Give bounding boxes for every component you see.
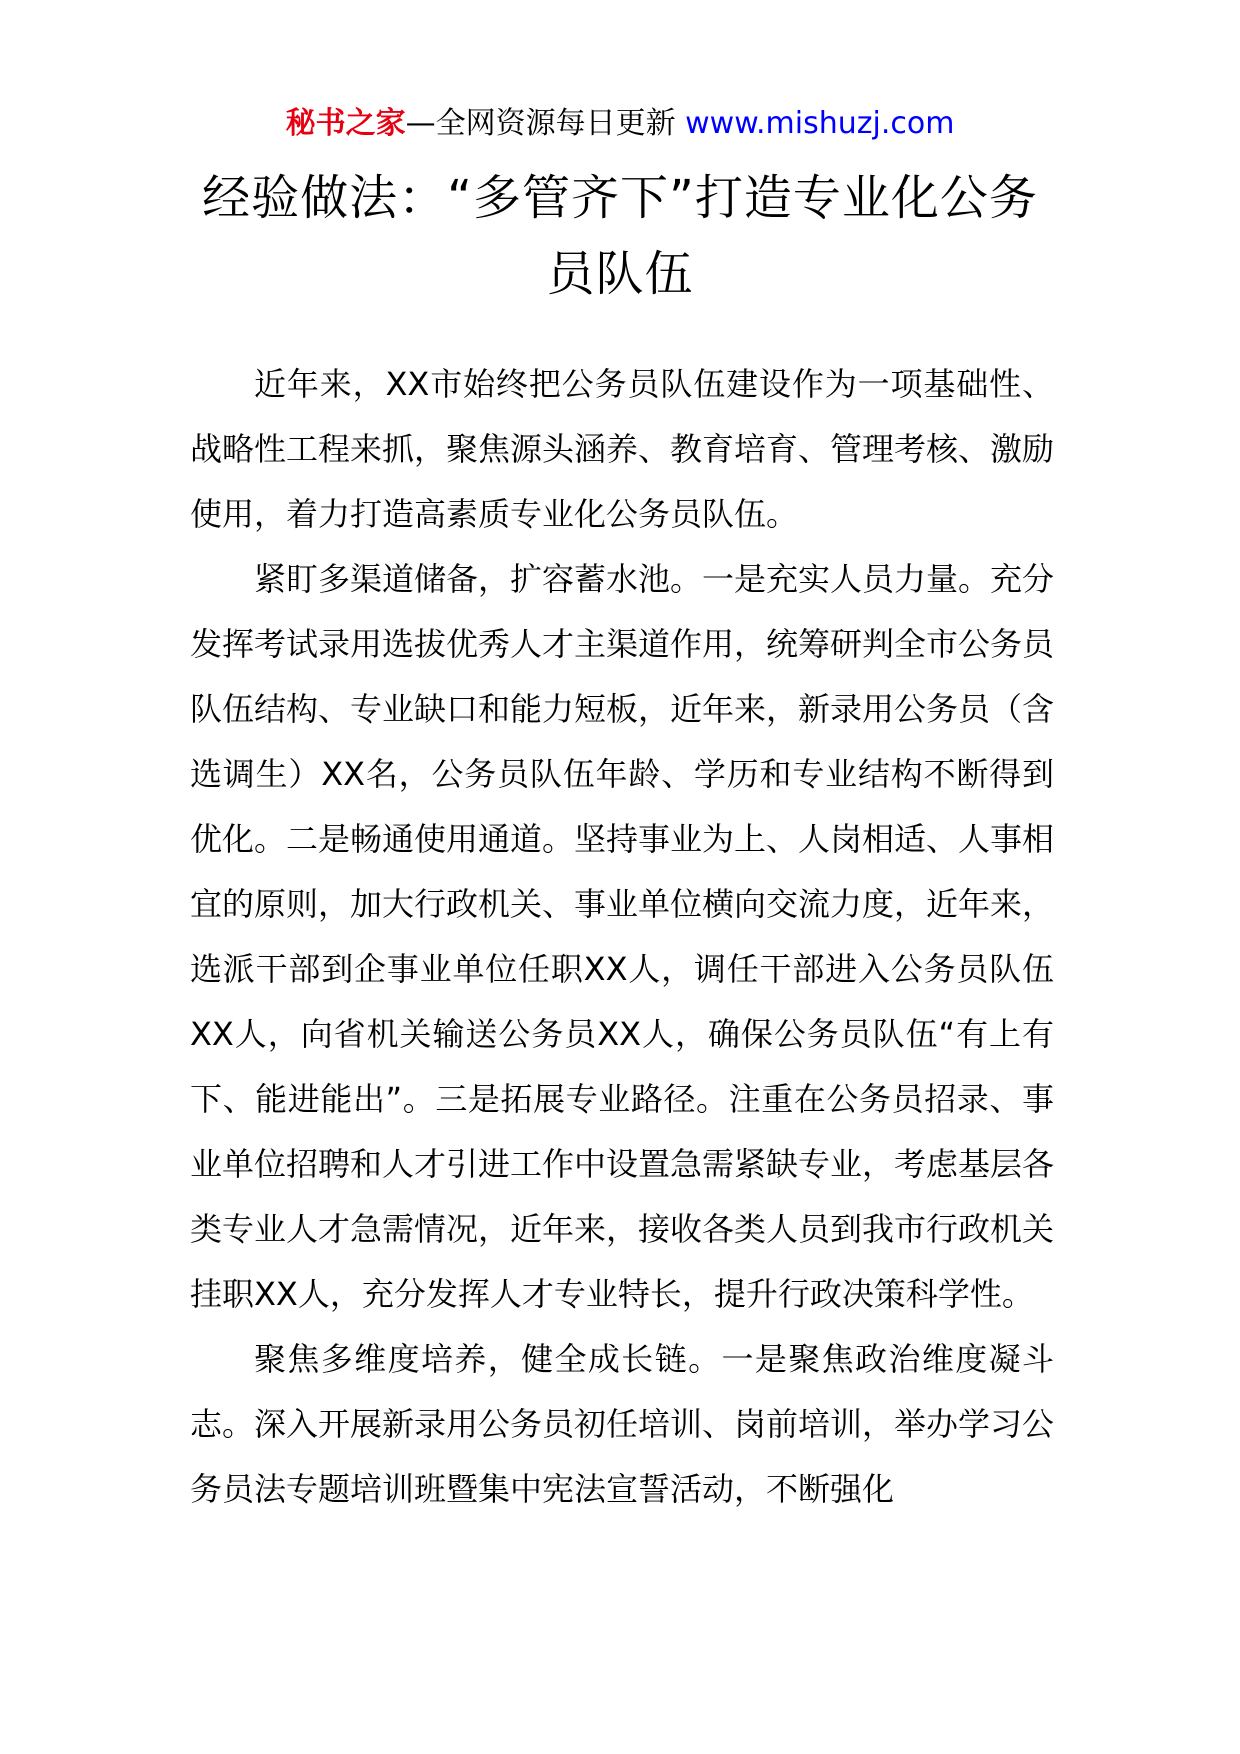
site-tagline: —全网资源每日更新: [405, 106, 686, 141]
site-url: www.mishuzj.com: [685, 106, 955, 141]
document-body: [190, 352, 1054, 1522]
body-paragraph: 聚焦多维度培养，健全成长链。一是聚焦政治维度凝斗志。深入开展新录用公务员初任培训、岗前培训，举办学习公务员法专题培训班暨集中宪法宣誓活动，不断强化: [190, 1340, 1055, 1508]
body-paragraph: 紧盯多渠道储备，扩容蓄水池。一是充实人员力量。充分发挥考试录用选拔优秀人才主渠道作用，统筹研判全市公务员队伍结构、专业缺口和能力短板，近年来，新录用公务员（含选调生）XX名，公务员队伍年龄、学历和专业结构不断得到优化。二是畅通使用通道。坚持事业为上、人岗相适、人事相宜的原则，加大行政机关、事业单位横向交流力度，近年来，选派干部到企事业单位任职XX人，调任干部进入公务员队伍XX人，向省机关输送公务员XX人，确保公务员队伍“有上有下、能进能出”。三是拓展专业路径。注重在公务员招录、事业单位招聘和人才引进工作中设置急需紧缺专业，考虑基层各类专业人才急需情况，近年来，接收各类人员到我市行政机关挂职XX人，充分发挥人才专业特长，提升行政决策科学性。: [190, 560, 1055, 1313]
body-paragraph: 近年来，XX市始终把公务员队伍建设作为一项基础性、战略性工程来抓，聚焦源头涵养、教育培育、管理考核、激励使用，着力打造高素质专业化公务员队伍。: [190, 365, 1055, 533]
site-header: [0, 104, 1240, 144]
document-title: 经验做法：“多管齐下”打造专业化公务员队伍: [202, 170, 1038, 302]
site-brand: 秘书之家: [285, 106, 406, 141]
